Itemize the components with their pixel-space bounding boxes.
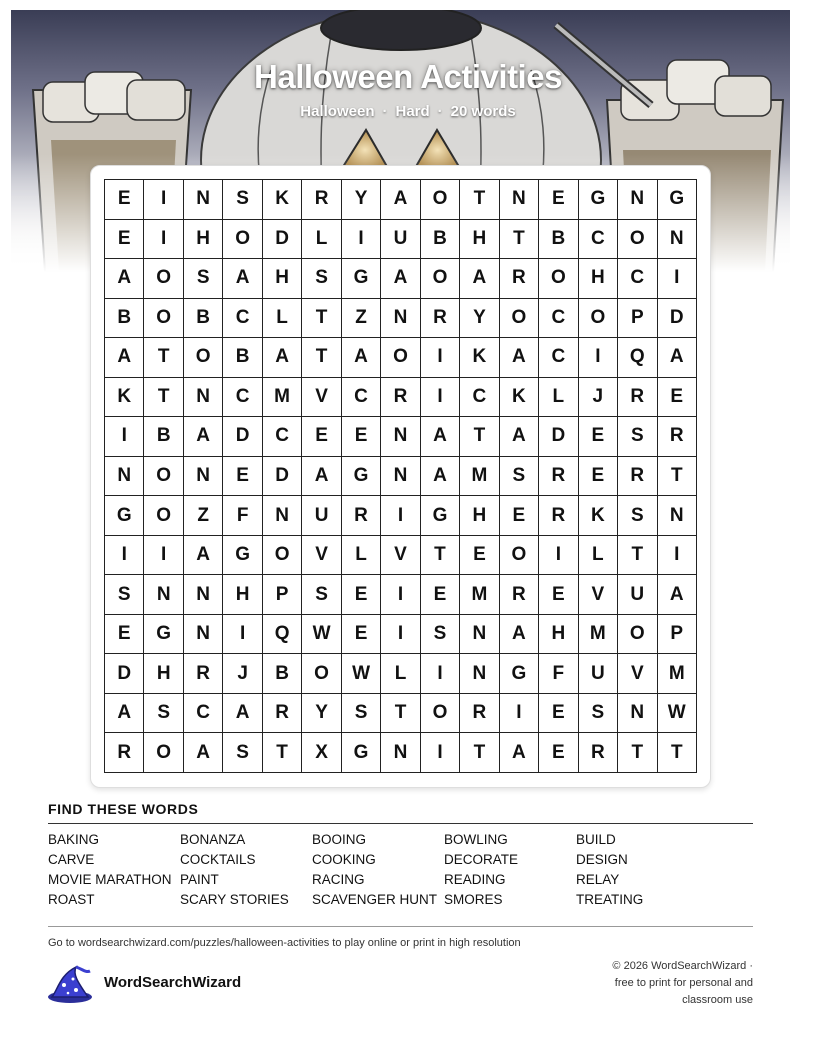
grid-cell: G [658,180,697,220]
grid-cell: I [144,220,183,260]
grid-cell: S [184,259,223,299]
grid-cell: I [421,378,460,418]
grid-cell: E [342,575,381,615]
grid-cell: M [579,615,618,655]
grid-cell: E [579,457,618,497]
grid-cell: I [144,536,183,576]
word-item: RACING [312,872,365,887]
grid-cell: T [618,733,657,773]
grid-cell: N [381,299,420,339]
grid-cell: M [658,654,697,694]
grid-cell: G [105,496,144,536]
grid-cell: A [263,338,302,378]
grid-cell: T [302,299,341,339]
grid-cell: O [144,496,183,536]
grid-cell: W [342,654,381,694]
grid-cell: A [381,259,420,299]
word-row [48,832,753,852]
grid-cell: I [421,654,460,694]
grid-cell: I [223,615,262,655]
grid-cell: H [263,259,302,299]
word-item: RELAY [576,872,620,887]
grid-cell: B [144,417,183,457]
grid-cell: N [460,654,499,694]
grid-cell: N [144,575,183,615]
grid-cell: A [500,615,539,655]
grid-cell: H [184,220,223,260]
grid-cell: B [539,220,578,260]
grid-cell: U [618,575,657,615]
grid-cell: D [263,457,302,497]
grid-cell: E [105,615,144,655]
grid-cell: E [579,417,618,457]
grid-cell: O [381,338,420,378]
grid-cell: Y [302,694,341,734]
grid-cell: D [223,417,262,457]
copyright-line: free to print for personal and [614,977,753,989]
grid-cell: T [460,180,499,220]
grid-cell: Q [618,338,657,378]
grid-cell: N [184,457,223,497]
grid-cell: S [421,615,460,655]
grid-cell: T [618,536,657,576]
grid-cell: J [579,378,618,418]
grid-cell: G [342,259,381,299]
grid-cell: O [144,733,183,773]
grid-cell: V [302,536,341,576]
grid-cell: O [144,259,183,299]
grid-cell: F [223,496,262,536]
grid-cell: S [223,733,262,773]
grid-cell: W [302,615,341,655]
grid-cell: D [263,220,302,260]
grid-cell: N [618,180,657,220]
grid-cell: R [658,417,697,457]
grid-cell: Y [460,299,499,339]
grid-cell: G [421,496,460,536]
grid-cell: S [618,417,657,457]
wizard-hat-icon [46,963,94,1005]
grid-cell: B [263,654,302,694]
word-item: BOOING [312,832,367,847]
grid-cell: B [105,299,144,339]
grid-cell: K [105,378,144,418]
word-item: DESIGN [576,852,628,867]
grid-cell: N [381,733,420,773]
grid-cell: Z [342,299,381,339]
grid-cell: S [223,180,262,220]
copyright-line: © 2026 WordSearchWizard · [612,960,753,972]
grid-cell: T [381,694,420,734]
grid-cell: R [381,378,420,418]
grid-cell: A [421,417,460,457]
grid-cell: F [539,654,578,694]
word-item: SCAVENGER HUNT [312,892,438,907]
grid-cell: A [105,338,144,378]
grid-cell: R [539,457,578,497]
grid-cell: O [618,615,657,655]
grid-cell: H [539,615,578,655]
grid-cell: N [460,615,499,655]
word-item: CARVE [48,852,95,867]
grid-cell: O [421,259,460,299]
grid-cell: U [381,220,420,260]
word-item: BUILD [576,832,616,847]
grid-cell: A [342,338,381,378]
grid-cell: A [500,417,539,457]
grid-cell: Q [263,615,302,655]
grid-cell: I [500,694,539,734]
grid-cell: C [184,694,223,734]
grid-cell: A [381,180,420,220]
grid-cell: A [658,338,697,378]
theme-label: Halloween [300,103,375,120]
grid-cell: O [500,536,539,576]
grid-cell: A [421,457,460,497]
grid-cell: R [184,654,223,694]
puzzle-meta: Halloween · Hard · 20 words [300,103,516,120]
word-row [48,852,753,872]
grid-cell: P [263,575,302,615]
copyright [553,958,753,1009]
grid-cell: L [539,378,578,418]
grid-cell: N [105,457,144,497]
grid-cell: M [460,457,499,497]
word-item: MOVIE MARATHON [48,872,172,887]
grid-cell: O [421,180,460,220]
word-item: BONANZA [180,832,246,847]
grid-cell: V [381,536,420,576]
grid-cell: A [184,733,223,773]
word-list [48,832,753,912]
grid-cell: S [144,694,183,734]
grid-cell: O [144,299,183,339]
grid-cell: J [223,654,262,694]
grid-cell: I [539,536,578,576]
word-item: DECORATE [444,852,519,867]
grid-cell: I [658,259,697,299]
grid-cell: I [579,338,618,378]
word-item: ROAST [48,892,95,907]
grid-cell: A [500,733,539,773]
grid-cell: S [579,694,618,734]
grid-cell: T [460,733,499,773]
word-item: READING [444,872,506,887]
footer-url-text: Go to wordsearchwizard.com/puzzles/halloween-activities to play online or print in high resolution [48,937,521,949]
grid-cell: O [302,654,341,694]
grid-cell: H [223,575,262,615]
grid-cell: A [105,694,144,734]
grid-cell: T [460,417,499,457]
grid-cell: L [579,536,618,576]
grid-cell: C [263,417,302,457]
grid-cell: C [618,259,657,299]
grid-cell: C [579,220,618,260]
grid-cell: I [342,220,381,260]
grid-cell: I [658,536,697,576]
grid-cell: K [460,338,499,378]
grid-cell: S [500,457,539,497]
grid-cell: E [539,733,578,773]
grid-cell: E [421,575,460,615]
grid-cell: S [302,575,341,615]
grid-cell: O [579,299,618,339]
grid-cell: E [105,180,144,220]
grid-cell: D [105,654,144,694]
grid-cell: M [460,575,499,615]
grid-cell: K [579,496,618,536]
grid-cell: O [618,220,657,260]
word-item: SMORES [444,892,503,907]
difficulty-label: Hard [395,103,430,120]
grid-cell: N [381,457,420,497]
word-item: PAINT [180,872,219,887]
word-item: BAKING [48,832,100,847]
grid-cell: B [223,338,262,378]
grid-cell: T [658,733,697,773]
divider [48,926,753,927]
grid-cell: X [302,733,341,773]
grid-cell: C [539,299,578,339]
grid-cell: E [539,180,578,220]
grid-cell: A [184,417,223,457]
grid-cell: R [539,496,578,536]
grid-cell: O [421,694,460,734]
grid-cell: A [105,259,144,299]
grid-cell: E [539,694,578,734]
grid-cell: H [579,259,618,299]
grid-cell: O [263,536,302,576]
grid-cell: E [105,220,144,260]
grid-cell: I [381,615,420,655]
grid-cell: T [144,378,183,418]
grid-cell: R [579,733,618,773]
word-item: COCKTAILS [180,852,256,867]
grid-cell: K [263,180,302,220]
grid-cell: T [500,220,539,260]
grid-cell: O [144,457,183,497]
word-item: BOWLING [444,832,508,847]
grid-cell: V [618,654,657,694]
grid-cell: E [223,457,262,497]
grid-cell: I [421,733,460,773]
grid-cell: A [500,338,539,378]
grid-cell: N [618,694,657,734]
grid-cell: I [381,496,420,536]
letter-grid [104,179,697,773]
grid-cell: D [539,417,578,457]
page-title: Halloween Activities [254,58,562,95]
grid-cell: A [223,694,262,734]
grid-cell: U [579,654,618,694]
grid-cell: S [105,575,144,615]
grid-cell: I [381,575,420,615]
grid-cell: A [184,536,223,576]
grid-cell: G [579,180,618,220]
grid-cell: L [263,299,302,339]
grid-cell: W [658,694,697,734]
grid-cell: V [302,378,341,418]
grid-cell: N [184,575,223,615]
copyright-line: classroom use [682,994,753,1006]
grid-cell: S [618,496,657,536]
grid-cell: O [223,220,262,260]
grid-cell: N [263,496,302,536]
grid-cell: R [460,694,499,734]
brand-name: WordSearchWizard [104,974,242,991]
grid-cell: D [658,299,697,339]
grid-cell: V [579,575,618,615]
grid-cell: K [500,378,539,418]
grid-cell: N [381,417,420,457]
word-item: TREATING [576,892,644,907]
grid-cell: E [342,615,381,655]
grid-cell: B [184,299,223,339]
grid-cell: I [144,180,183,220]
grid-cell: O [184,338,223,378]
grid-cell: P [658,615,697,655]
grid-cell: G [500,654,539,694]
grid-cell: G [144,615,183,655]
grid-cell: A [223,259,262,299]
grid-cell: S [302,259,341,299]
grid-cell: L [302,220,341,260]
grid-cell: R [500,259,539,299]
grid-cell: H [460,496,499,536]
grid-cell: I [105,536,144,576]
grid-cell: N [184,378,223,418]
word-list-heading: FIND THESE WORDS [48,801,199,817]
grid-cell: E [500,496,539,536]
divider [48,823,753,824]
grid-cell: G [342,733,381,773]
grid-cell: B [421,220,460,260]
grid-cell: C [539,338,578,378]
grid-cell: Y [342,180,381,220]
grid-cell: T [144,338,183,378]
grid-cell: E [539,575,578,615]
grid-cell: R [302,180,341,220]
word-row [48,892,753,912]
word-item: SCARY STORIES [180,892,289,907]
grid-cell: L [342,536,381,576]
grid-cell: H [460,220,499,260]
grid-cell: N [658,496,697,536]
grid-cell: A [302,457,341,497]
grid-cell: R [618,378,657,418]
grid-cell: G [223,536,262,576]
grid-cell: H [144,654,183,694]
grid-cell: O [500,299,539,339]
grid-cell: C [460,378,499,418]
grid-cell: I [105,417,144,457]
word-row [48,872,753,892]
grid-cell: S [342,694,381,734]
grid-cell: E [460,536,499,576]
grid-cell: O [539,259,578,299]
grid-cell: L [381,654,420,694]
grid-cell: N [184,615,223,655]
grid-cell: Z [184,496,223,536]
grid-cell: T [658,457,697,497]
grid-cell: C [342,378,381,418]
grid-cell: R [500,575,539,615]
grid-cell: N [500,180,539,220]
grid-cell: C [223,378,262,418]
grid-cell: R [421,299,460,339]
grid-cell: E [658,378,697,418]
grid-cell: U [302,496,341,536]
grid-cell: N [658,220,697,260]
grid-cell: M [263,378,302,418]
grid-cell: A [460,259,499,299]
grid-cell: E [342,417,381,457]
grid-cell: R [618,457,657,497]
grid-cell: R [342,496,381,536]
grid-cell: P [618,299,657,339]
grid-cell: T [421,536,460,576]
word-count-label: 20 words [450,103,516,120]
grid-cell: E [302,417,341,457]
grid-cell: C [223,299,262,339]
grid-cell: T [263,733,302,773]
grid-cell: R [105,733,144,773]
grid-cell: A [658,575,697,615]
grid-cell: N [184,180,223,220]
grid-cell: I [421,338,460,378]
grid-cell: T [302,338,341,378]
word-item: COOKING [312,852,376,867]
grid-cell: R [263,694,302,734]
grid-cell: G [342,457,381,497]
